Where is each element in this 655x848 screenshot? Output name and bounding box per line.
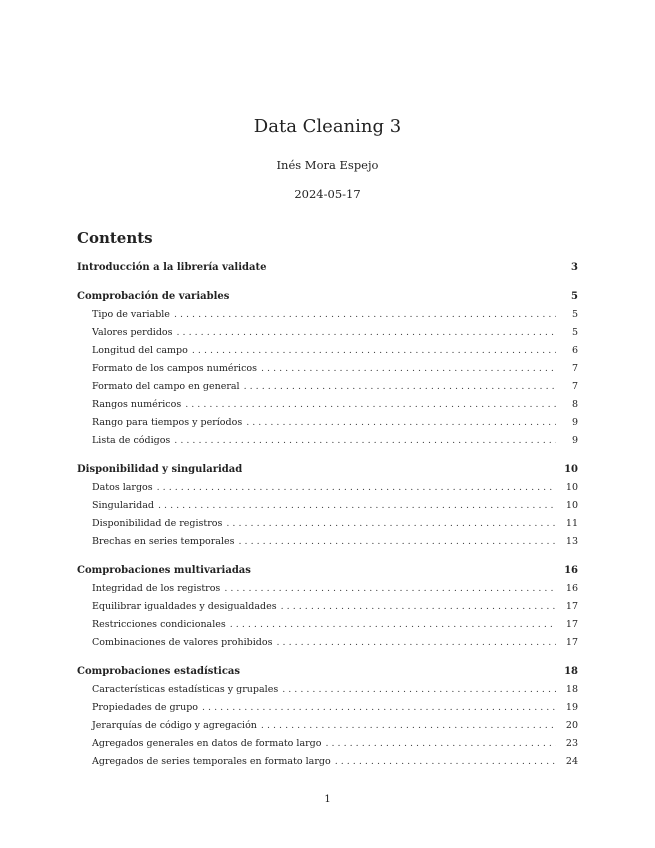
toc-entry-title: Disponibilidad de registros — [92, 517, 223, 529]
toc-dot-leader — [202, 702, 556, 713]
toc-entry-title: Agregados de series temporales en formato largo — [92, 755, 331, 767]
toc-entry-page: 10 — [565, 499, 578, 511]
toc-entry-page: 7 — [571, 380, 578, 392]
toc-dot-leader — [174, 435, 556, 446]
toc-dot-leader — [226, 518, 556, 529]
toc-section-title: Introducción a la librería validate — [77, 261, 267, 273]
toc-entry-page: 10 — [565, 481, 578, 493]
toc-entry-title: Características estadísticas y grupales — [92, 683, 279, 695]
toc-entry-title: Agregados generales en datos de formato largo — [92, 737, 322, 749]
toc-dot-leader — [185, 399, 556, 410]
toc-section[interactable] — [77, 561, 578, 579]
toc-dot-leader — [281, 601, 556, 612]
toc-entry-title: Brechas en series temporales — [92, 535, 235, 547]
toc-dot-leader — [224, 583, 556, 594]
toc-entry-page: 8 — [571, 398, 578, 410]
toc-entry[interactable] — [77, 413, 578, 431]
toc-section-page: 10 — [564, 463, 578, 475]
toc-dot-leader — [157, 482, 556, 493]
toc-section-title: Comprobación de variables — [77, 290, 230, 302]
toc-entry[interactable] — [77, 341, 578, 359]
toc-dot-leader — [325, 738, 556, 749]
toc-entry[interactable] — [77, 579, 578, 597]
toc-entry-title: Lista de códigos — [92, 434, 171, 446]
toc-entry-page: 5 — [571, 326, 578, 338]
toc-section[interactable] — [77, 460, 578, 478]
toc-entry-page: 20 — [565, 719, 578, 731]
toc-dot-leader — [261, 720, 556, 731]
toc-entry[interactable] — [77, 478, 578, 496]
toc-entry[interactable] — [77, 597, 578, 615]
toc-entry-title: Combinaciones de valores prohibidos — [92, 636, 273, 648]
toc-entry-page: 17 — [565, 600, 578, 612]
toc-entry-title: Jerarquías de código y agregación — [92, 719, 257, 731]
toc-entry[interactable] — [77, 305, 578, 323]
toc-entry-title: Formato de los campos numéricos — [92, 362, 257, 374]
toc-section-page: 5 — [571, 290, 578, 302]
toc-entry-title: Restricciones condicionales — [92, 618, 226, 630]
toc-entry[interactable] — [77, 633, 578, 651]
toc-entry-page: 9 — [571, 434, 578, 446]
toc-entry-title: Rango para tiempos y períodos — [92, 416, 243, 428]
toc-entry[interactable] — [77, 716, 578, 734]
toc-entry[interactable] — [77, 734, 578, 752]
toc-entry-title: Integridad de los registros — [92, 582, 221, 594]
toc-dot-leader — [192, 345, 556, 356]
toc-entry-title: Rangos numéricos — [92, 398, 182, 410]
toc-section-title: Comprobaciones estadísticas — [77, 665, 241, 677]
contents-heading: Contents — [77, 229, 153, 247]
toc-entry[interactable] — [77, 323, 578, 341]
toc-entry[interactable] — [77, 680, 578, 698]
toc-entry-page: 17 — [565, 636, 578, 648]
toc-entry[interactable] — [77, 698, 578, 716]
page-number: 1 — [324, 794, 331, 805]
toc-dot-leader — [239, 536, 557, 547]
toc-entry[interactable] — [77, 395, 578, 413]
toc-entry-page: 17 — [565, 618, 578, 630]
toc-entry[interactable] — [77, 615, 578, 633]
toc-entry[interactable] — [77, 431, 578, 449]
toc-section-page: 16 — [564, 564, 578, 576]
toc-entry-page: 13 — [565, 535, 578, 547]
toc-entry-page: 16 — [565, 582, 578, 594]
toc-dot-leader — [244, 381, 556, 392]
toc-section-page: 18 — [564, 665, 578, 677]
toc-entry[interactable] — [77, 359, 578, 377]
toc-dot-leader — [174, 309, 556, 320]
toc-dot-leader — [246, 417, 556, 428]
toc-entry-title: Valores perdidos — [92, 326, 173, 338]
toc-section[interactable] — [77, 258, 578, 276]
toc-entry-page: 6 — [571, 344, 578, 356]
toc-entry[interactable] — [77, 532, 578, 550]
toc-dot-leader — [335, 756, 556, 767]
toc-entry-page: 11 — [565, 517, 578, 529]
toc-entry-title: Propiedades de grupo — [92, 701, 199, 713]
toc-dot-leader — [158, 500, 556, 511]
toc-entry-page: 7 — [571, 362, 578, 374]
toc-dot-leader — [261, 363, 556, 374]
toc-section[interactable] — [77, 287, 578, 305]
toc-entry-page: 19 — [565, 701, 578, 713]
toc-section-page: 3 — [571, 261, 578, 273]
toc-dot-leader — [282, 684, 556, 695]
toc-section[interactable] — [77, 662, 578, 680]
toc-entry[interactable] — [77, 496, 578, 514]
toc-section-title: Comprobaciones multivariadas — [77, 564, 251, 576]
toc-entry[interactable] — [77, 752, 578, 770]
toc-entry-title: Tipo de variable — [92, 308, 170, 320]
toc-entry-page: 9 — [571, 416, 578, 428]
document-title: Data Cleaning 3 — [253, 116, 402, 137]
document-date: 2024-05-17 — [294, 187, 361, 201]
toc-section-title: Disponibilidad y singularidad — [77, 463, 243, 475]
toc-entry-title: Datos largos — [92, 481, 153, 493]
toc-entry-page: 24 — [565, 755, 578, 767]
toc-entry-page: 18 — [565, 683, 578, 695]
toc-dot-leader — [177, 327, 556, 338]
toc-entry-page: 5 — [571, 308, 578, 320]
toc-entry-title: Formato del campo en general — [92, 380, 240, 392]
toc-entry-title: Equilibrar igualdades y desigualdades — [92, 600, 277, 612]
toc-dot-leader — [276, 637, 556, 648]
toc-entry-title: Singularidad — [92, 499, 154, 511]
toc-entry[interactable] — [77, 377, 578, 395]
document-author: Inés Mora Espejo — [276, 158, 379, 172]
toc-entry[interactable] — [77, 514, 578, 532]
toc-entry-page: 23 — [565, 737, 578, 749]
toc-entry-title: Longitud del campo — [92, 344, 188, 356]
table-of-contents — [77, 258, 578, 770]
toc-dot-leader — [230, 619, 556, 630]
